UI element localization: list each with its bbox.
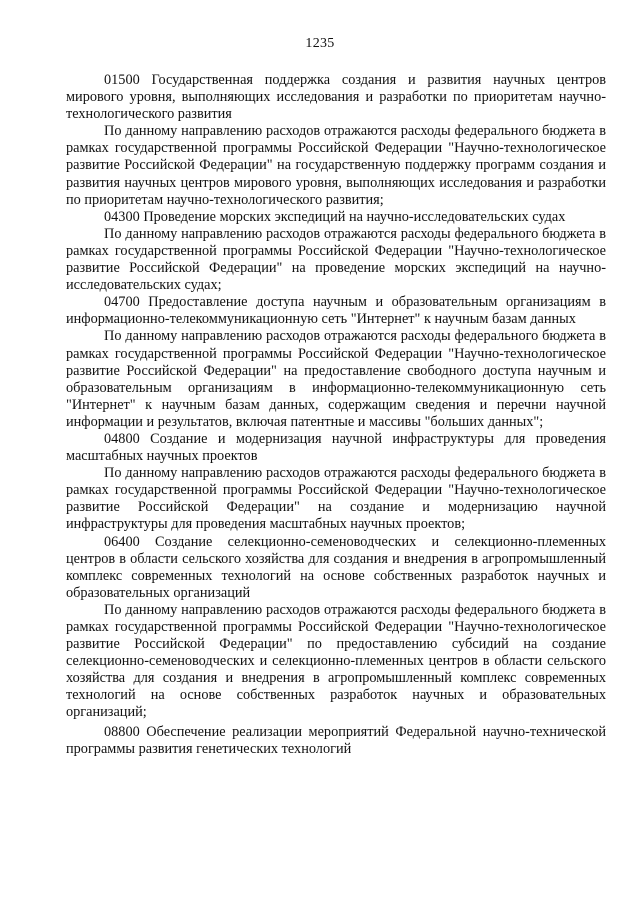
section-heading-04700: 04700 Предоставление доступа научным и образовательным организациям в информационно-телекоммуникационную сеть "Интернет" к научным базам данных xyxy=(66,294,606,328)
section-description-04700: По данному направлению расходов отражаются расходы федерального бюджета в рамках государственной программы Российской Федерации "Научно-технологическое развитие Российской Федерации" на предоставление свободного доступа научным и образовательным организациям в информационно-телекоммуникационную сеть "Интернет" к научным базам данных, содержащим сведения и перечни научной информации и результатов, включая патентные и массивы "больших данных"; xyxy=(66,328,606,430)
section-heading-08800: 08800 Обеспечение реализации мероприятий Федеральной научно-технической программы развития генетических технологий xyxy=(66,723,606,757)
section-heading-04300: 04300 Проведение морских экспедиций на научно-исследовательских судах xyxy=(104,208,566,225)
section-description-06400: По данному направлению расходов отражаются расходы федерального бюджета в рамках государственной программы Российской Федерации "Научно-технологическое развитие Российской Федерации" по предоставлению субсидий на создание селекционно-семеноводческих и селекционно-племенных центров в области сельского хозяйства для создания и внедрения в агропромышленный комплекс современных технологий на основе собственных разработок научных и образовательных организаций; xyxy=(66,601,606,721)
section-description-04300: По данному направлению расходов отражаются расходы федерального бюджета в рамках государственной программы Российской Федерации "Научно-технологическое развитие Российской Федерации" на проведение морских экспедиций на научно-исследовательских судах; xyxy=(66,225,606,294)
section-description-04800: По данному направлению расходов отражаются расходы федерального бюджета в рамках государственной программы Российской Федерации "Научно-технологическое развитие Российской Федерации" на создание и модернизацию научной инфраструктуры для проведения масштабных научных проектов; xyxy=(66,465,606,533)
section-heading-01500: 01500 Государственная поддержка создания и развития научных центров мирового уровня, выполняющих исследования и разработки по приоритетам научно-технологического развития xyxy=(66,72,606,123)
page-number: 1235 xyxy=(305,36,335,51)
section-description-01500: По данному направлению расходов отражаются расходы федерального бюджета в рамках государственной программы Российской Федерации "Научно-технологическое развитие Российской Федерации" на государственную поддержку программ создания и развития научных центров мирового уровня, выполняющих исследования и разработки по приоритетам научно-технологического развития; xyxy=(66,123,606,208)
section-heading-04800: 04800 Создание и модернизация научной инфраструктуры для проведения масштабных научных проектов xyxy=(66,430,606,465)
section-heading-06400: 06400 Создание селекционно-семеноводческих и селекционно-племенных центров в области сельского хозяйства для создания и внедрения в агропромышленный комплекс современных технологий на основе собственных разработок научных и образовательных организаций xyxy=(66,533,606,601)
document-body xyxy=(66,72,606,758)
